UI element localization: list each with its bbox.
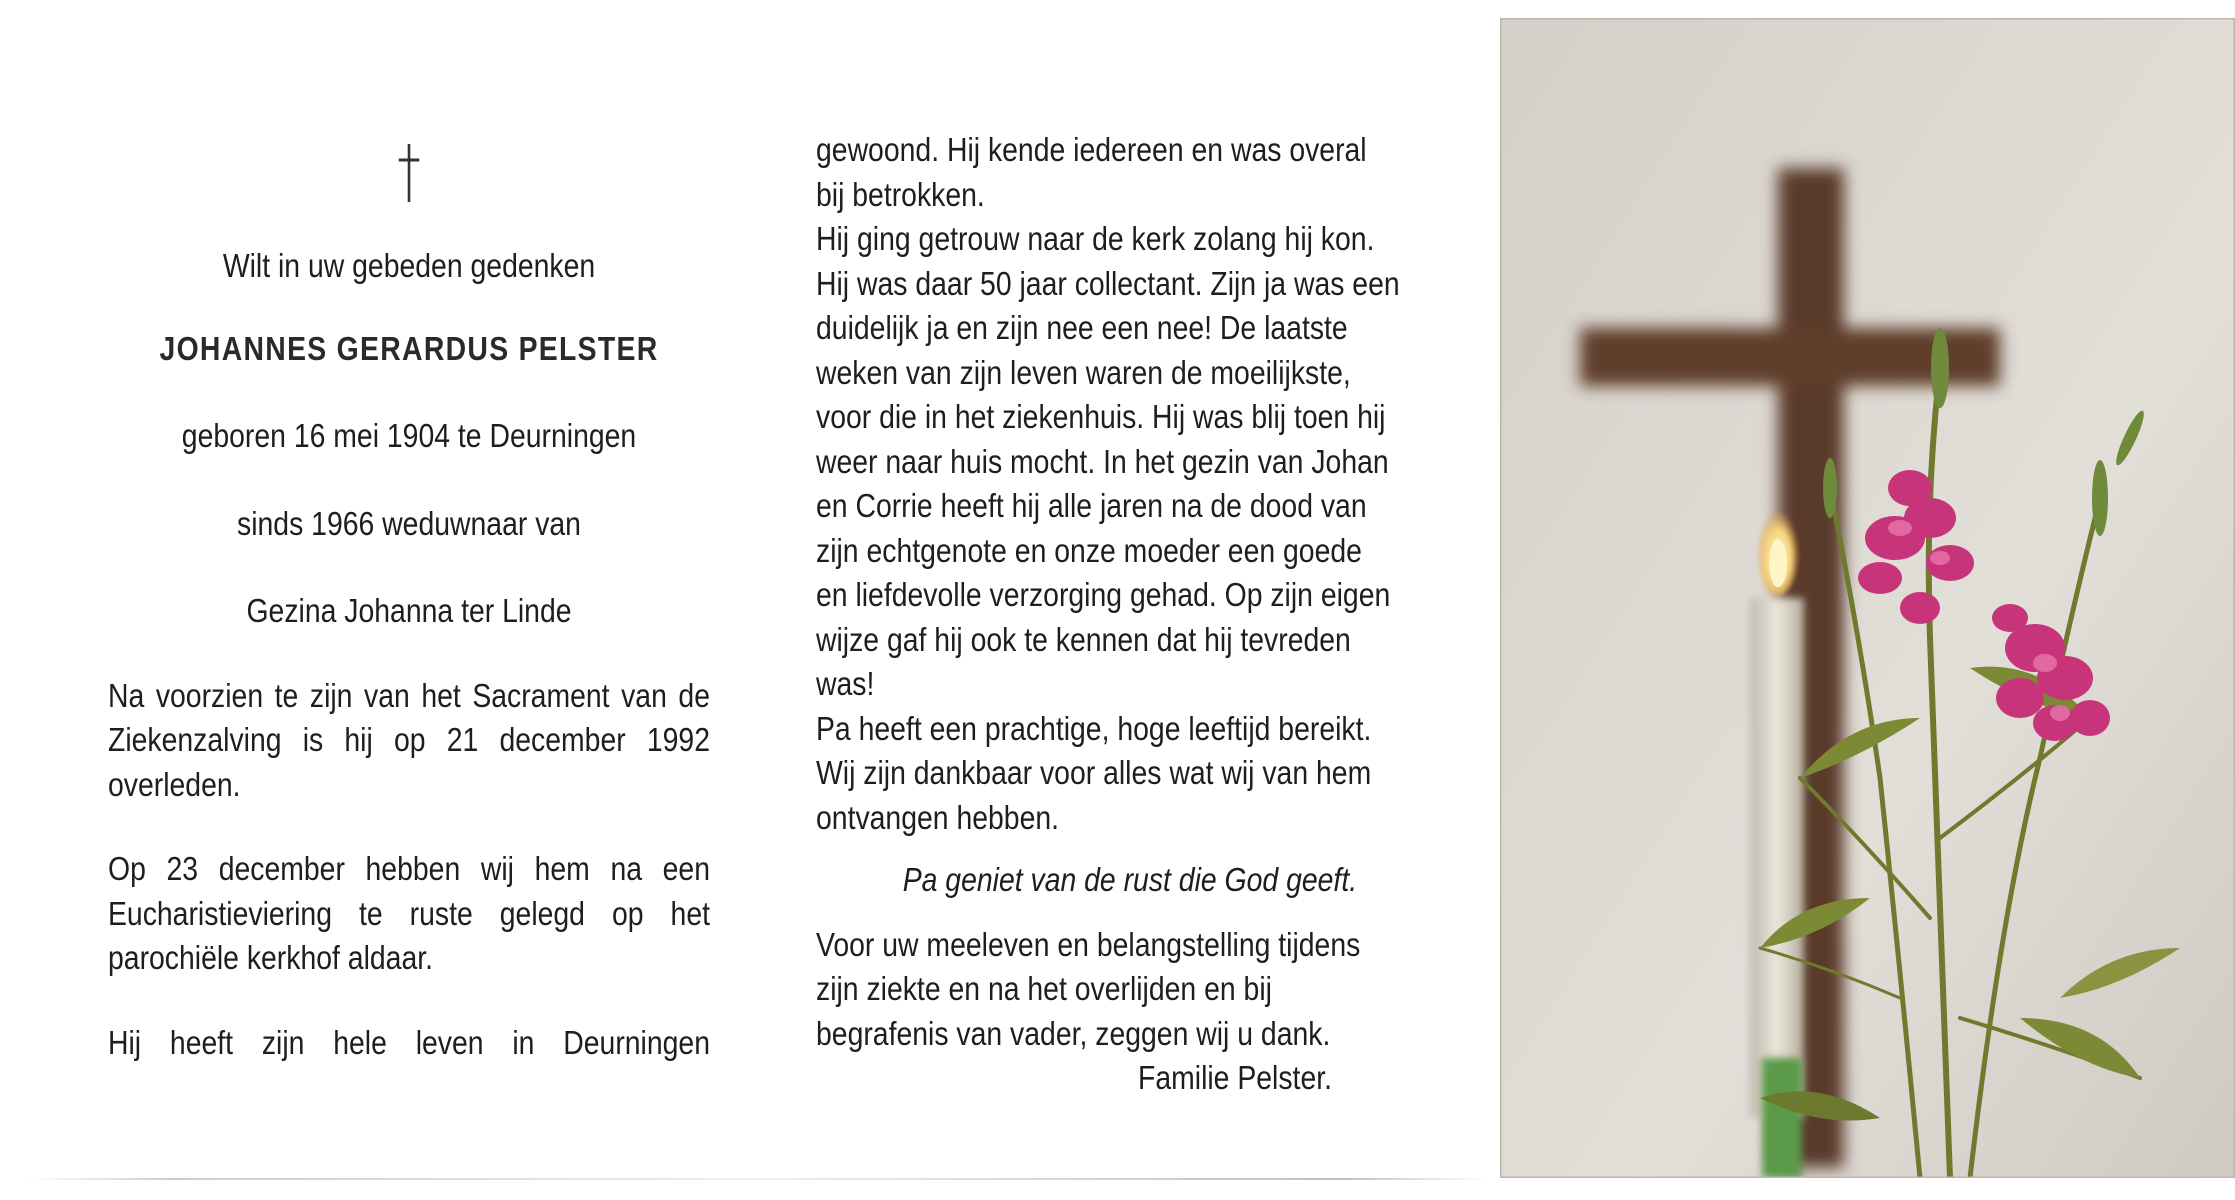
text-line: wijze gaf hij ook te kennen dat hij tevreden <box>816 620 1351 658</box>
text-line: zijn ziekte en na het overlijden en bij <box>816 970 1272 1007</box>
candle <box>1750 500 1804 1178</box>
text-line: was! <box>816 665 875 702</box>
text-line: bij betrokken. <box>816 175 985 213</box>
widower-line: sinds 1966 weduwnaar van <box>237 504 581 542</box>
text-line: Wij zijn dankbaar voor alles wat wij van hem <box>816 754 1372 791</box>
spouse-name: Gezina Johanna ter Linde <box>246 592 572 629</box>
text-line: gewoond. Hij kende iedereen en was overal <box>816 131 1367 168</box>
text-line: voor die in het ziekenhuis. Hij was blij toen hij <box>816 398 1386 435</box>
photo-cross-candle-flowers <box>1500 18 2235 1178</box>
card-edge <box>25 1178 1490 1180</box>
text-line: en liefdevolle verzorging gehad. Op zijn eigen <box>816 576 1391 613</box>
deceased-name: JOHANNES GERARDUS PELSTER <box>159 329 659 367</box>
left-column <box>108 130 710 1065</box>
text-line: Pa heeft een prachtige, hoge leeftijd bereikt. <box>816 709 1372 747</box>
cross-icon <box>392 142 426 204</box>
text-line: weer naar huis mocht. In het gezin van Johan <box>816 442 1389 480</box>
text-line: en Corrie heeft hij alle jaren na de dood van <box>816 487 1367 524</box>
text-line: begrafenis van vader, zeggen wij u dank. <box>816 1014 1331 1052</box>
intro-text: Wilt in uw gebeden gedenken <box>222 247 596 284</box>
text-line: ontvangen hebben. <box>816 798 1060 836</box>
text-line: Hij was daar 50 jaar collectant. Zijn ja was een <box>816 264 1400 302</box>
middle-column <box>816 128 1418 1101</box>
signature: Familie Pelster. <box>1138 1059 1332 1096</box>
photo-background <box>1500 18 2235 1178</box>
sacrament-paragraph: Na voorzien te zijn van het Sacrament van de Ziekenzalving is hij op 21 december 1992 overleden. <box>108 676 710 803</box>
text-line: Voor uw meeleven en belangstelling tijdens <box>816 925 1361 963</box>
text-line: duidelijk ja en zijn nee een nee! De laatste <box>816 309 1348 346</box>
text-line: weken van zijn leven waren de moeilijkste, <box>816 353 1351 391</box>
life-story <box>816 128 1418 840</box>
birth-line: geboren 16 mei 1904 te Deurningen <box>181 417 637 454</box>
funeral-paragraph: Op 23 december hebben wij hem na een Eucharistieviering te ruste gelegd op het parochiële kerkhof aldaar. <box>108 850 710 976</box>
text-line: Hij ging getrouw naar de kerk zolang hij kon. <box>816 220 1375 257</box>
thanks-paragraph <box>816 923 1418 1057</box>
life-paragraph-start: Hij heeft zijn hele leven in Deurningen <box>108 1023 710 1061</box>
quote: Pa geniet van de rust die God geeft. <box>902 861 1358 898</box>
text-line: zijn echtgenote en onze moeder een goede <box>816 531 1362 569</box>
